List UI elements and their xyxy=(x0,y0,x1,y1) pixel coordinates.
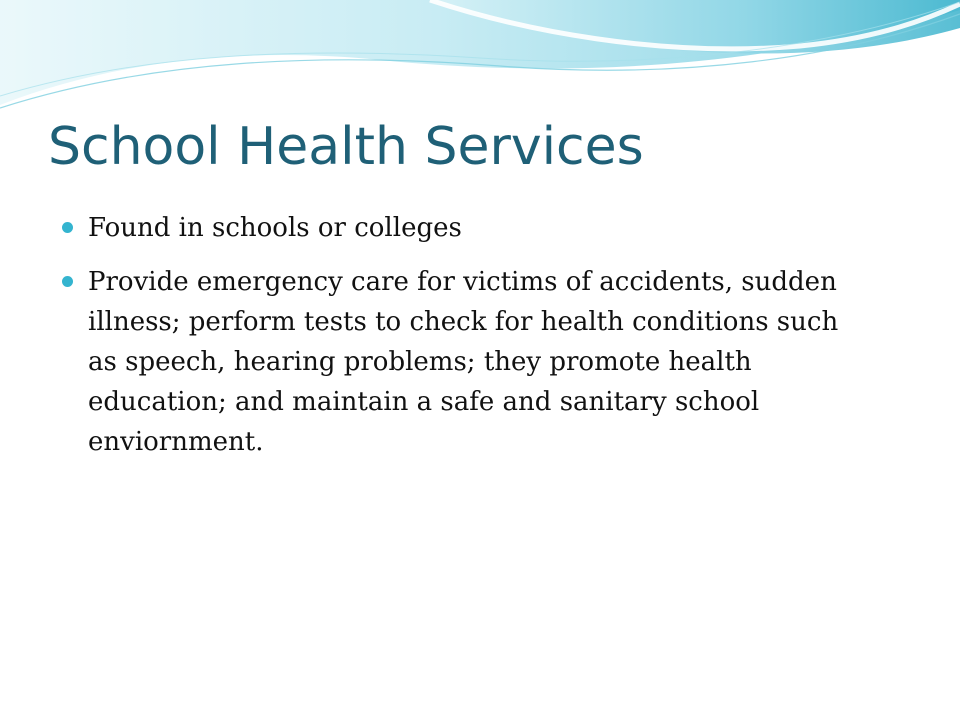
bullet-dot-icon xyxy=(62,222,73,233)
header-wave-decoration xyxy=(0,0,960,120)
bullet-text: Found in schools or colleges xyxy=(88,213,462,243)
bullet-list xyxy=(62,208,862,476)
slide-title: School Health Services xyxy=(48,117,644,177)
bullet-item xyxy=(62,208,862,248)
bullet-item xyxy=(62,262,862,462)
bullet-dot-icon xyxy=(62,276,73,287)
bullet-text: Provide emergency care for victims of accidents, sudden illness; perform tests to check for health conditions such as speech, hearing problems; they promote health education; and maintain a safe and sanitary school enviornment. xyxy=(88,267,839,457)
